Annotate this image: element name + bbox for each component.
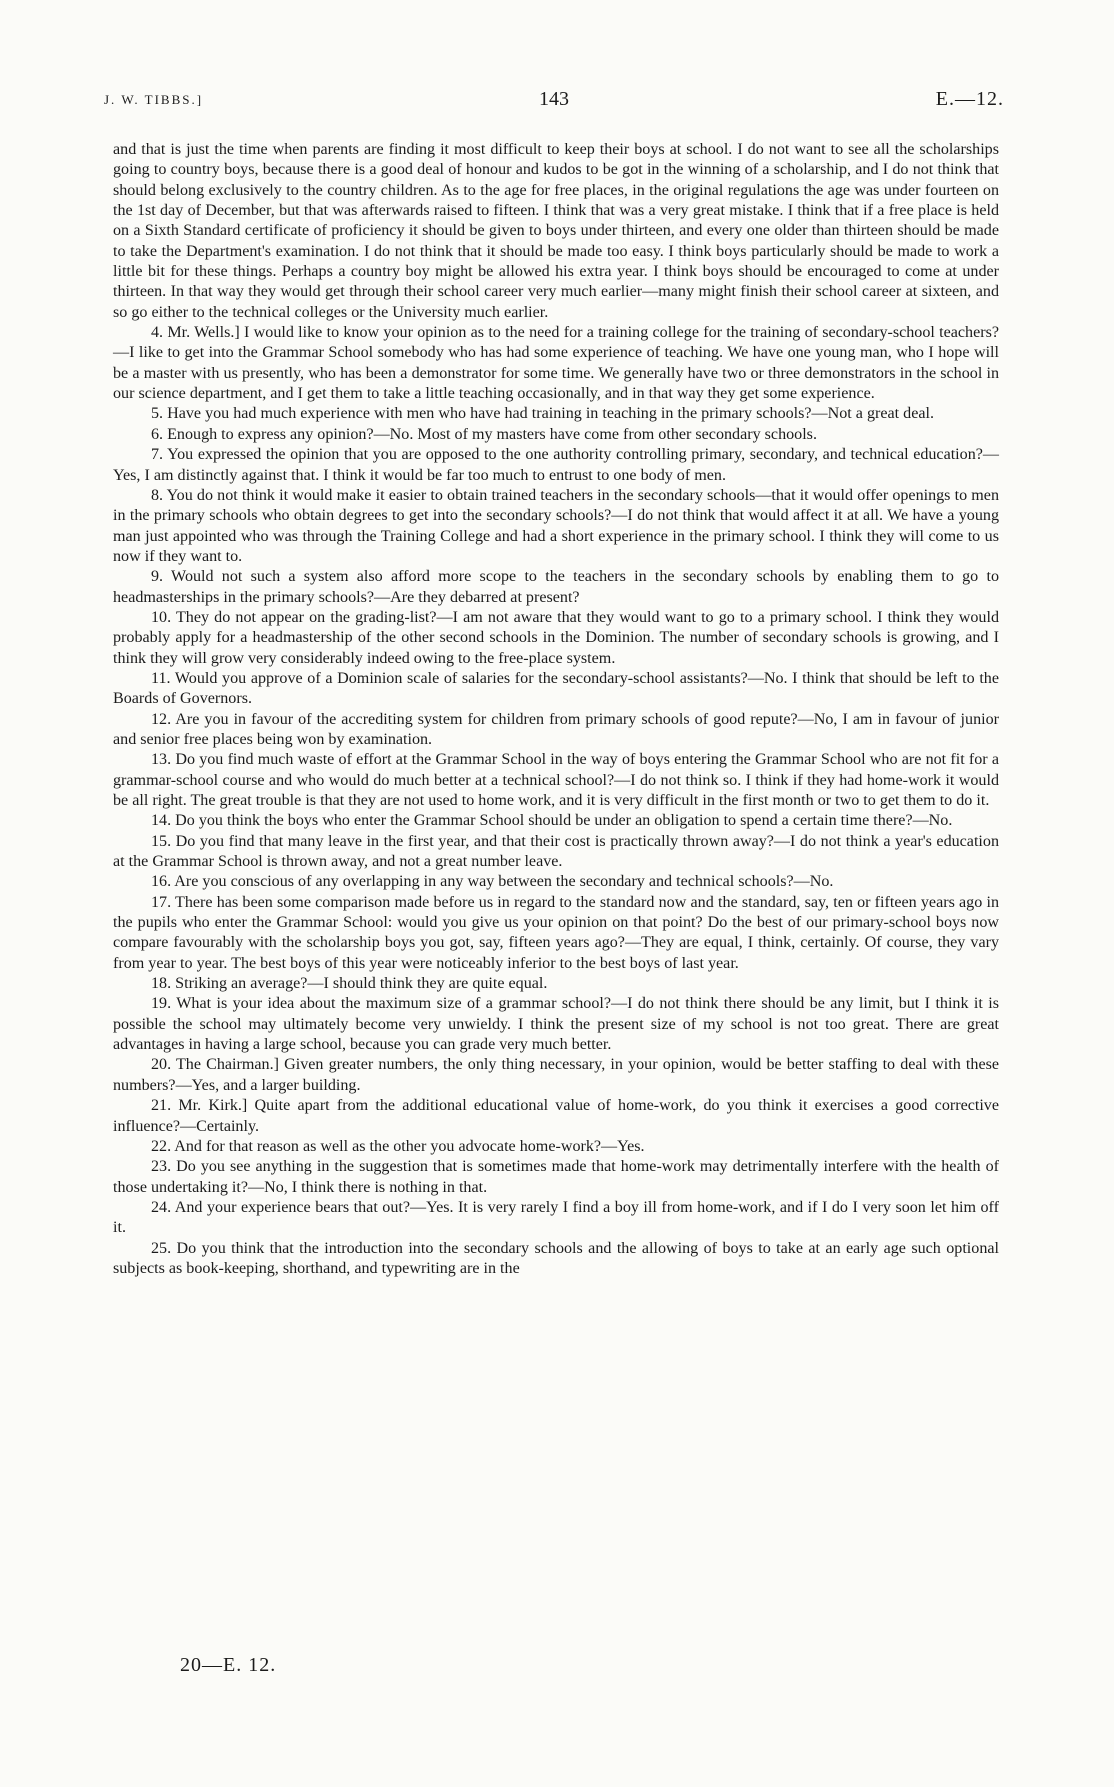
question-14: 14. Do you think the boys who enter the Grammar School should be under an obligation to spend a certain time there?—No. (151, 812, 953, 830)
paragraph-continued: and that is just the time when parents are finding it most difficult to keep their boys at school. I do not want to see all the scholarships going to country boys, because there is a good deal of honour and kudos to be got in the winning of a scholarship, and I do not think that should belong exclusively to the country children. As to the age for free places, in the original regulations the age was under fourteen on the 1st day of December, but that was afterwards raised to fifteen. I think that was a very great mistake. I think that if a free place is held on a Sixth Standard certificate of proficiency it should be given to boys under thirteen, and every one older than thirteen should be made to take the Department's examination. I do not think that it should be made too easy. I think boys particularly should be made to work a little bit for these things. Perhaps a country boy might be allowed his extra year. I think boys should be encouraged to come at under thirteen. In that way they would get through their school career very much earlier—many might finish their school career at sixteen, and so go either to the technical colleges or the University much earlier. (113, 141, 999, 321)
question-13: 13. Do you find much waste of effort at the Grammar School in the way of boys entering the Grammar School who are not fit for a grammar-school course and who would do much better at a technical school?—I do not think so. I think if they had home-work it would be all right. The great trouble is that they are not used to home work, and it is very difficult in the first month or two to get them to do it. (113, 751, 999, 809)
question-4: 4. Mr. Wells.] I would like to know your opinion as to the need for a training college for the training of secondary-school teachers?—I like to get into the Grammar School somebody who has had some experience of teaching. We have one young man, who I hope will be a master with us presently, who has been a demonstrator for some time. We generally have two or three demonstrators in the school in our science department, and I get them to take a little teaching occasionally, and in that way they get some experience. (113, 324, 999, 403)
witness-name: J. W. TIBBS.] (104, 92, 204, 107)
question-25: 25. Do you think that the introduction into the secondary schools and the allowing of boys to take at an early age such optional subjects as book-keeping, shorthand, and typewriting are in the (113, 1239, 999, 1277)
question-23: 23. Do you see anything in the suggestion that is sometimes made that home-work may detrimentally interfere with the health of those undertaking it?—No, I think there is nothing in that. (113, 1158, 999, 1196)
page-number: 143 (539, 88, 569, 110)
question-9: 9. Would not such a system also afford more scope to the teachers in the secondary schools by enabling them to go to headmasterships in the primary schools?—Are they debarred at present? (113, 568, 999, 606)
question-6: 6. Enough to express any opinion?—No. Most of my masters have come from other secondary schools. (151, 425, 817, 443)
document-reference: E.—12. (935, 88, 1004, 110)
question-17: 17. There has been some comparison made before us in regard to the standard now and the standard, say, ten or fifteen years ago in the pupils who enter the Grammar School: would you give us your opinion on that point? Do the best of our primary-school boys now compare favourably with the scholarship boys you got, say, fifteen years ago?—They are equal, I think, certainly. Of course, they vary from year to year. The best boys of this year were noticeably inferior to the best boys of last year. (113, 893, 999, 972)
question-21: 21. Mr. Kirk.] Quite apart from the additional educational value of home-work, do you think it exercises a good corrective influence?—Certainly. (113, 1097, 999, 1135)
question-20: 20. The Chairman.] Given greater numbers, the only thing necessary, in your opinion, would be better staffing to deal with these numbers?—Yes, and a larger building. (113, 1056, 999, 1094)
question-15: 15. Do you find that many leave in the first year, and that their cost is practically thrown away?—I do not think a year's education at the Grammar School is thrown away, and not a great number leave. (113, 832, 999, 871)
question-12: 12. Are you in favour of the accrediting system for children from primary schools of good repute?—No, I am in favour of junior and senior free places being won by examination. (113, 710, 999, 748)
question-19: 19. What is your idea about the maximum size of a grammar school?—I do not think there should be any limit, but I think it is possible the school may ultimately become very unwieldy. I think the present size of my school is not too great. There are great advantages in having a large school, because you can grade very much better. (113, 995, 999, 1054)
page-header (104, 88, 1004, 114)
question-7: 7. You expressed the opinion that you are opposed to the one authority controlling primary, secondary, and technical education?—Yes, I am distinctly against that. I think it would be far too much to entrust to one body of men. (113, 446, 999, 484)
question-11: 11. Would you approve of a Dominion scale of salaries for the secondary-school assistants?—No. I think that should be left to the Boards of Governors. (113, 669, 999, 708)
question-16: 16. Are you conscious of any overlapping in any way between the secondary and technical schools?—No. (151, 873, 834, 891)
question-22: 22. And for that reason as well as the other you advocate home-work?—Yes. (151, 1137, 645, 1155)
page-footer-signature: 20—E. 12. (180, 1654, 277, 1676)
question-18: 18. Striking an average?—I should think they are quite equal. (151, 975, 548, 993)
question-10: 10. They do not appear on the grading-list?—I am not aware that they would want to go to a primary school. I think they would probably apply for a headmastership of the other second schools in the Dominion. The number of secondary schools is growing, and I think they will grow very considerably indeed owing to the free-place system. (113, 608, 999, 667)
question-8: 8. You do not think it would make it easier to obtain trained teachers in the secondary schools—that it would offer openings to men in the primary schools who obtain degrees to get into the secondary schools?—I do not think that would affect it at all. We have a young man just appointed who was through the Training College and had a short experience in the primary school. I think they will come to us now if they want to. (113, 486, 999, 565)
question-5: 5. Have you had much experience with men who have had training in teaching in the primary schools?—Not a great deal. (151, 405, 934, 423)
evidence-text (113, 140, 999, 1279)
question-24: 24. And your experience bears that out?—Yes. It is very rarely I find a boy ill from home-work, and if I do I very soon let him off it. (113, 1198, 999, 1237)
